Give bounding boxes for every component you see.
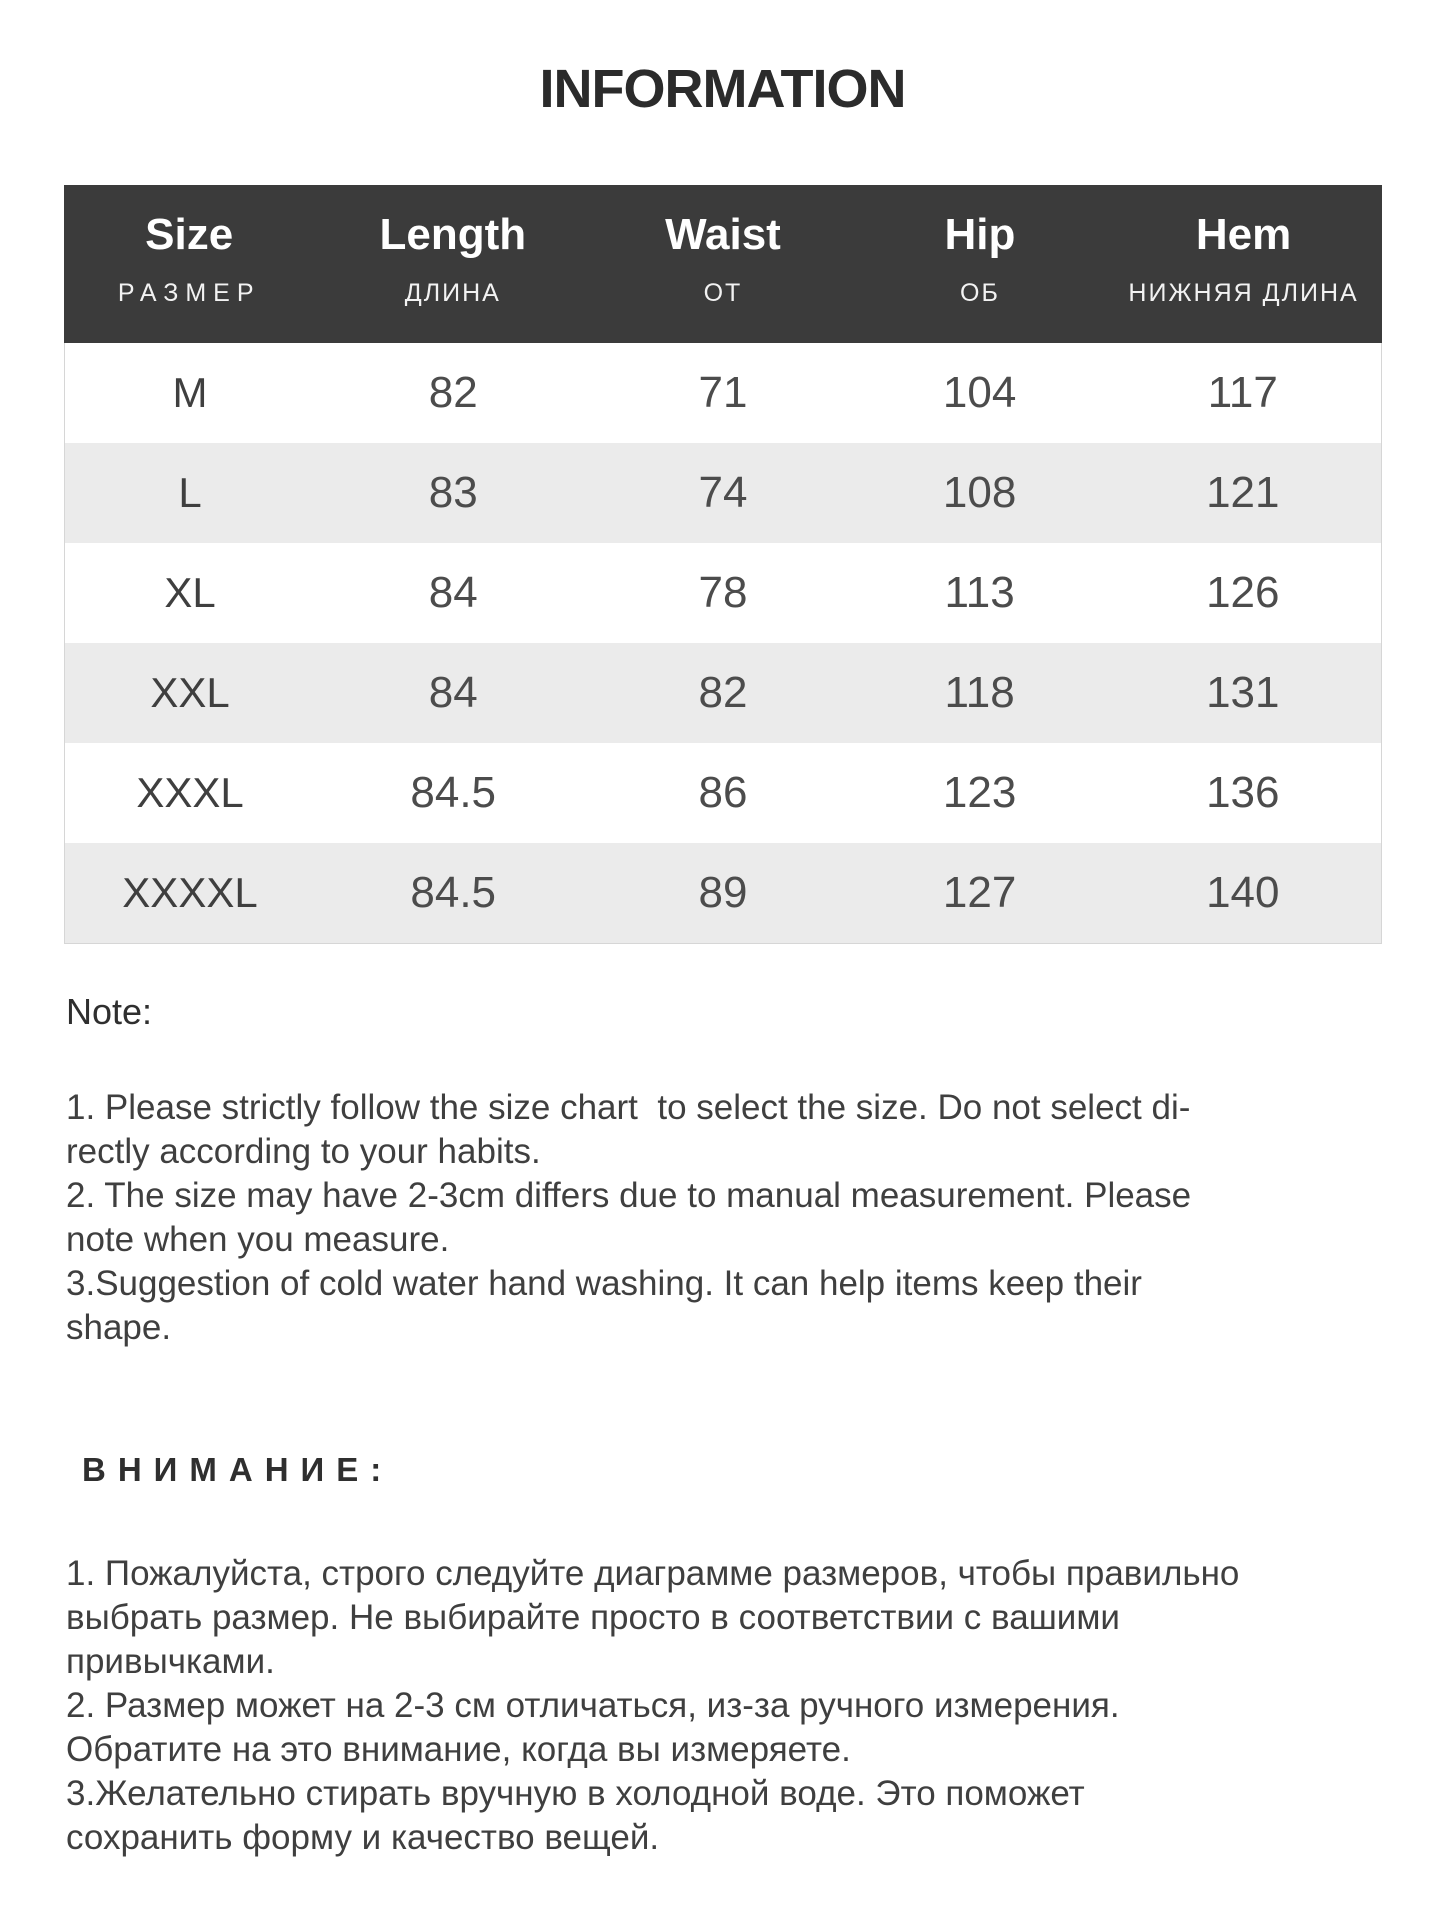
waist-value: 74 — [698, 468, 748, 517]
note-section-russian — [66, 1448, 1396, 1860]
length-value: 83 — [428, 468, 478, 517]
page-title: INFORMATION — [539, 59, 906, 119]
length-value: 84.5 — [410, 768, 497, 817]
note-line: 2. Размер может на 2-3 см отличаться, из-за ручного измерения. — [66, 1686, 1120, 1725]
note-line: сохранить форму и качество вещей. — [66, 1818, 660, 1857]
header-sublabel-hem-ru: НИЖНЯЯ ДЛИНА — [1128, 279, 1359, 307]
note-heading-english: Note: — [66, 991, 153, 1032]
size-value: XXXXL — [122, 869, 258, 916]
length-value: 82 — [428, 368, 478, 417]
waist-value: 89 — [698, 868, 748, 917]
table-row-xxxxl — [65, 843, 1381, 943]
waist-value: 82 — [698, 668, 748, 717]
note-section-english — [66, 990, 1396, 1350]
waist-value: 71 — [698, 368, 748, 417]
note-line: rectly according to your habits. — [66, 1132, 541, 1171]
size-value: XXXL — [136, 769, 244, 816]
size-value: L — [178, 469, 202, 516]
header-sublabel-waist-ru: ОТ — [703, 279, 743, 307]
table-row-m — [65, 343, 1381, 443]
table-row-xl — [65, 543, 1381, 643]
note-line: note when you measure. — [66, 1220, 450, 1259]
header-label-length: Length — [379, 210, 527, 259]
header-cell-waist — [591, 185, 855, 343]
table-row-l — [65, 443, 1381, 543]
size-table-header — [64, 185, 1382, 343]
size-table-body — [64, 343, 1382, 944]
hem-value: 136 — [1206, 768, 1280, 817]
note-line: 3.Желательно стирать вручную в холодной воде. Это поможет — [66, 1774, 1085, 1813]
header-label-hip: Hip — [944, 210, 1016, 259]
waist-value: 86 — [698, 768, 748, 817]
length-value: 84 — [428, 668, 478, 717]
note-line: привычками. — [66, 1642, 275, 1681]
hem-value: 126 — [1206, 568, 1280, 617]
note-line: 3.Suggestion of cold water hand washing. It can help items keep their — [66, 1264, 1142, 1303]
hem-value: 131 — [1206, 668, 1280, 717]
header-cell-hip — [855, 185, 1105, 343]
waist-value: 78 — [698, 568, 748, 617]
hip-value: 118 — [944, 668, 1015, 717]
note-line: выбрать размер. Не выбирайте просто в соответствии с вашими — [66, 1598, 1120, 1637]
header-sublabel-size-ru: РАЗМЕР — [117, 279, 261, 307]
size-table — [64, 185, 1382, 944]
header-sublabel-hip-ru: ОБ — [960, 279, 1000, 307]
hip-value: 113 — [944, 568, 1015, 617]
note-line: 2. The size may have 2-3cm differs due to manual measurement. Please — [66, 1176, 1192, 1215]
header-cell-length — [314, 185, 591, 343]
header-cell-hem — [1105, 185, 1382, 343]
table-row-xxl — [65, 643, 1381, 743]
note-heading-russian: ВНИМАНИЕ: — [82, 1451, 394, 1488]
hem-value: 140 — [1206, 868, 1280, 917]
header-cell-size — [64, 185, 314, 343]
note-line: 1. Please strictly follow the size chart to select the size. Do not select di- — [66, 1088, 1191, 1127]
hip-value: 123 — [942, 768, 1017, 817]
header-label-waist: Waist — [665, 210, 781, 259]
table-row-xxxl — [65, 743, 1381, 843]
hem-value: 117 — [1207, 368, 1278, 417]
size-value: XXL — [150, 669, 230, 716]
hip-value: 127 — [942, 868, 1017, 917]
length-value: 84.5 — [410, 868, 497, 917]
length-value: 84 — [428, 568, 478, 617]
header-label-hem: Hem — [1195, 210, 1292, 259]
header-sublabel-length-ru: ДЛИНА — [404, 279, 501, 307]
size-value: XL — [164, 569, 216, 616]
note-line: Обратите на это внимание, когда вы измеряете. — [66, 1730, 851, 1769]
note-line: shape. — [66, 1308, 172, 1347]
hem-value: 121 — [1206, 468, 1280, 517]
hip-value: 104 — [942, 368, 1017, 417]
header-label-size: Size — [145, 210, 234, 259]
note-line: 1. Пожалуйста, строго следуйте диаграмме размеров, чтобы правильно — [66, 1554, 1240, 1593]
hip-value: 108 — [942, 468, 1017, 517]
size-value: M — [172, 369, 208, 416]
